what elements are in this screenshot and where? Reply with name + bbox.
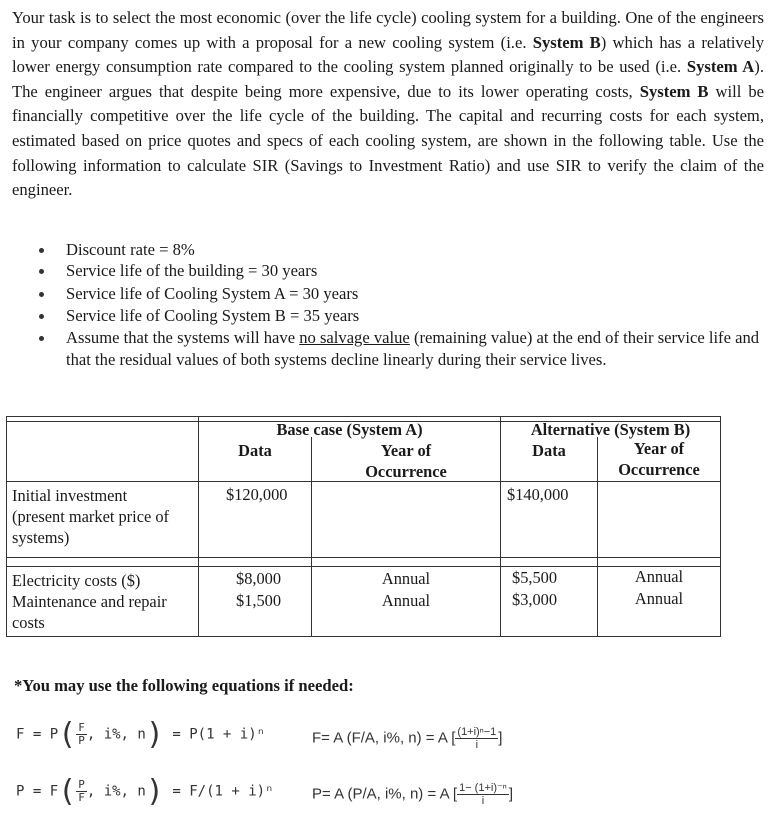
intro-text-3: ). The engineer argues that despite being more expensive, due to its lower operating costs, (12, 57, 764, 101)
row-electricity-label: Electricity costs ($) (12, 571, 141, 590)
discount-rate: Discount rate = 8% (66, 240, 195, 259)
row-initial-line1: Initial investment (12, 486, 128, 505)
eq1-args: i%, n (103, 726, 146, 743)
eq3-frac-den: F (78, 791, 85, 804)
system-a-bold: System A (686, 57, 755, 77)
subheader-year-b-2: Occurrence (618, 460, 700, 479)
initial-cost-a: $120,000 (226, 485, 288, 504)
bullet-icon (39, 314, 44, 319)
intro-paragraph (12, 6, 764, 203)
bullet-icon (39, 292, 44, 297)
row-initial-line3: systems) (12, 528, 70, 547)
equation-p-from-f: P = F( $\frac{P}{F}$ , i%, n) = F/(1 + i)ⁿ (16, 774, 274, 809)
equations-heading: *You may use the following equations if needed: (14, 676, 354, 695)
bullet-icon (39, 269, 44, 274)
bullet-icon (39, 248, 44, 253)
subheader-data-a: Data (238, 441, 272, 460)
intro-text-2: ) which has a relatively lower energy consumption rate compared to the cooling system planned originally to be used (i.e. (12, 32, 764, 77)
subheader-year-b-1: Year of (633, 439, 685, 458)
header-system-a: Base case (System A) (276, 420, 423, 439)
cost-table (6, 416, 721, 637)
table-rule (7, 557, 720, 558)
eq3-fraction (76, 779, 87, 804)
eq3-right: = F/(1 + i)ⁿ (172, 783, 274, 800)
eq1-frac-num: F (78, 721, 85, 734)
eq4-text: P= A (P/A, i%, n) = A [ (312, 785, 458, 803)
subheader-year-a-2: Occurrence (365, 462, 447, 481)
initial-cost-b: $140,000 (507, 485, 569, 504)
intro-text-4: will be financially competitive over the life cycle of the building. The capital and recurring costs for each system, estimated based on price quotes and specs of each cooling system, are shown in the following table. Use the following information to calculate SIR (Savings to Investment Ratio) and use SIR to verify the claim of the engineer. (12, 81, 764, 200)
list-item (0, 260, 760, 283)
list-item (0, 283, 760, 305)
subheader-year-a-1: Year of (380, 441, 432, 460)
eq3-frac-num: P (78, 778, 85, 791)
list-item (0, 327, 760, 371)
intro-text-1: Your task is to select the most economic (over the life cycle) cooling system for a building. One of the engineers in your company comes up with a proposal for a new cooling system (i.e. (12, 8, 764, 52)
equation-f-from-p: F = P( $\frac{F}{P}$ , i%, n) = P(1 + i)ⁿ (16, 717, 266, 752)
maintenance-cost-a: $1,500 (236, 591, 282, 610)
row-maintenance-label-2: costs (12, 613, 45, 632)
eq3-left: P = F (16, 783, 59, 800)
eq4-fraction (457, 782, 509, 807)
building-life: Service life of the building = 30 years (66, 261, 318, 280)
assumptions-list (0, 239, 760, 371)
salvage-text-2: (remaining value) at the end of their service life and that the residual values of both systems decline linearly during their service lives. (66, 328, 760, 369)
header-system-b: Alternative (System B) (530, 420, 691, 439)
system-a-life: Service life of Cooling System A = 30 years (66, 284, 359, 303)
electricity-year-a: Annual (381, 569, 431, 588)
maintenance-year-b: Annual (634, 589, 684, 608)
eq2-close: ] (498, 729, 503, 747)
eq4-close: ] (508, 785, 513, 803)
list-item (0, 305, 760, 327)
salvage-text-1: Assume that the systems will have (66, 328, 300, 347)
eq2-text: F= A (F/A, i%, n) = A [ (312, 729, 456, 747)
equation-p-from-a (312, 782, 513, 807)
salvage-underlined: no salvage value (299, 328, 410, 347)
system-b-life: Service life of Cooling System B = 35 years (66, 306, 360, 325)
maintenance-year-a: Annual (381, 591, 431, 610)
maintenance-cost-b: $3,000 (512, 590, 558, 609)
eq1-fraction (76, 722, 87, 747)
eq2-fraction (455, 726, 498, 751)
electricity-cost-b: $5,500 (512, 568, 558, 587)
list-item (0, 239, 760, 260)
bullet-icon (39, 336, 44, 341)
equation-f-from-a (312, 726, 502, 751)
eq1-left: F = P (16, 726, 59, 743)
eq4-num: 1− (1+i)⁻ⁿ (459, 782, 507, 794)
electricity-year-b: Annual (634, 567, 684, 586)
eq3-args: i%, n (103, 783, 146, 800)
eq1-frac-den: P (78, 734, 85, 747)
eq1-right: = P(1 + i)ⁿ (172, 726, 266, 743)
eq2-num: (1+i)ⁿ−1 (457, 726, 497, 738)
subheader-data-b: Data (532, 441, 566, 460)
row-initial-line2: (present market price of (12, 507, 169, 526)
system-b-bold-2: System B (639, 81, 709, 101)
row-maintenance-label: Maintenance and repair (12, 592, 167, 611)
system-b-bold-1: System B (532, 32, 601, 52)
eq2-den: i (475, 739, 479, 751)
electricity-cost-a: $8,000 (236, 569, 282, 588)
eq4-den: i (481, 795, 485, 807)
